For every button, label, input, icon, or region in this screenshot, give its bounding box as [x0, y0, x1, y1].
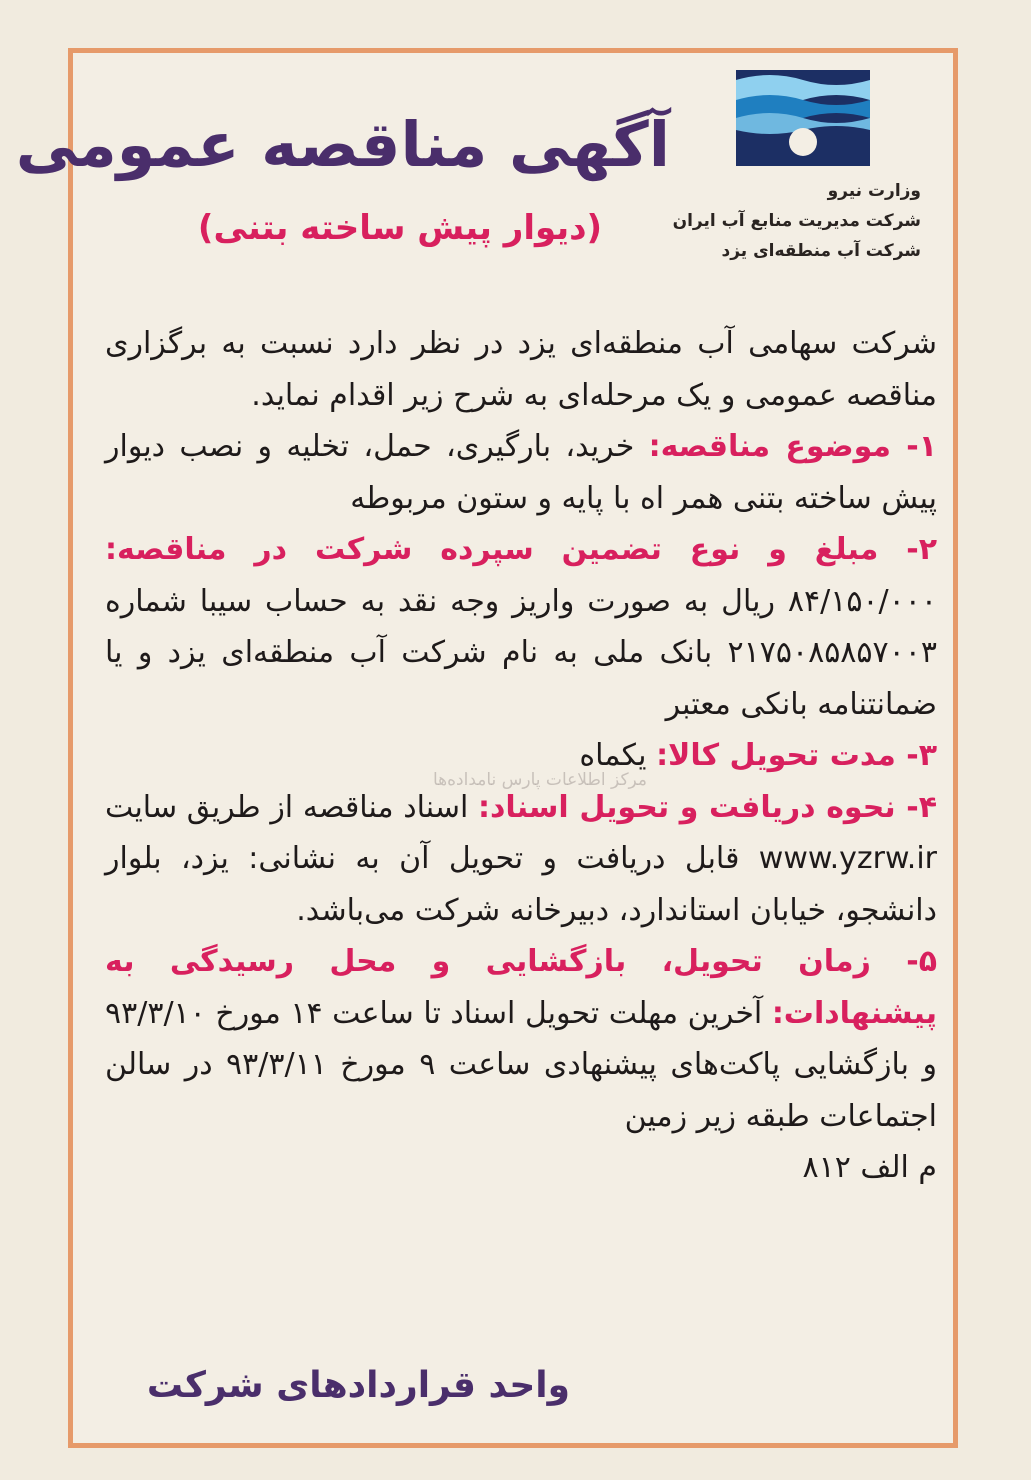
section-heading: ۳- مدت تحویل کالا:: [656, 738, 937, 773]
organization-block: [661, 176, 921, 266]
notice-body: [105, 318, 937, 1194]
section-subject: [105, 421, 937, 524]
website-link[interactable]: www.yzrw.ir: [758, 841, 937, 876]
section-text: قابل دریافت و تحویل آن به نشانی: یزد، بلوار دانشجو، خیابان استاندارد، دبیرخانه شرکت می‌باشد.: [105, 841, 937, 928]
company-name: شرکت آب منطقه‌ای یزد: [721, 241, 921, 261]
ministry-name: وزارت نیرو: [827, 181, 921, 201]
section-text: ۸۴/۱۵۰/۰۰۰ ریال به صورت واریز وجه نقد به حساب سیبا شماره ۲۱۷۵۰۸۵۸۵۷۰۰۳ بانک ملی به نام شرکت آب منطقه‌ای یزد و یا ضمانتنامه بانکی معتبر: [105, 583, 937, 722]
section-text: اسناد مناقصه از طریق سایت: [105, 789, 479, 825]
reference-number: م الف ۸۱۲: [802, 1150, 937, 1185]
section-heading: ۵- زمان تحویل، بازگشایی و محل رسیدگی به پیشنهادات:: [105, 944, 937, 1031]
section-heading: ۲- مبلغ و نوع تضمین سپرده شرکت در مناقصه:: [105, 532, 937, 567]
section-documents: [105, 782, 937, 937]
section-submission: [105, 936, 937, 1142]
parent-company-name: شرکت مدیریت منابع آب ایران: [672, 211, 921, 231]
watermark: مرکز اطلاعات پارس نامداده‌ها: [432, 770, 648, 790]
section-heading: ۴- نحوه دریافت و تحویل اسناد:: [478, 789, 937, 825]
section-text: خرید، بارگیری، حمل، تخلیه و نصب دیوار پیش ساخته بتنی همر اه با پایه و ستون مربوطه: [105, 429, 937, 516]
section-heading: ۱- موضوع مناقصه:: [648, 429, 937, 464]
signature: واحد قراردادهای شرکت: [146, 1365, 570, 1406]
notice-subtitle: (دیوار پیش ساخته بتنی): [197, 208, 603, 248]
section-text: یکماه: [579, 738, 657, 773]
intro-paragraph: شرکت سهامی آب منطقه‌ای یزد در نظر دارد نسبت به برگزاری مناقصه عمومی و یک مرحله‌ای به شرح زیر اقدام نماید.: [105, 326, 937, 413]
section-guarantee: [105, 524, 937, 730]
water-waves-logo-icon: [736, 70, 870, 166]
section-text: آخرین مهلت تحویل اسناد تا ساعت ۱۴ مورخ ۹۳/۳/۱۰ و بازگشایی پاکت‌های پیشنهادی ساعت ۹ مورخ ۹۳/۳/۱۱ در سالن اجتماعات طبقه زیر زمین: [105, 995, 937, 1134]
notice-title: آگهی مناقصه عمومی: [15, 108, 670, 181]
